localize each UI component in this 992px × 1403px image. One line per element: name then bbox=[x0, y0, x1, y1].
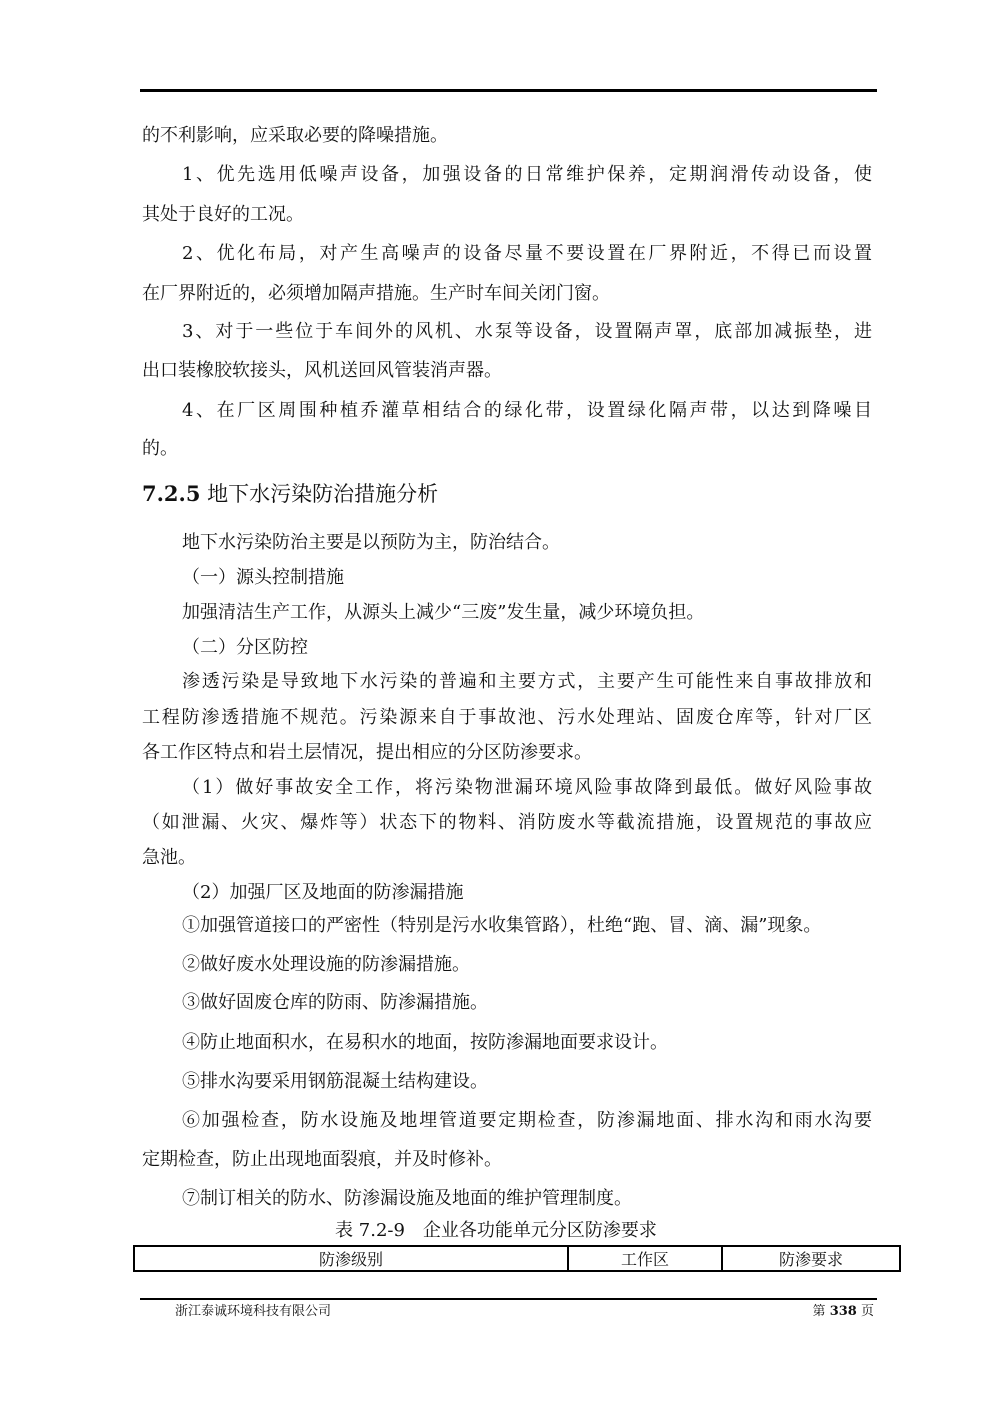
paragraph-line: 加强清洁生产工作，从源头上减少“三废”发生量，减少环境负担。 bbox=[182, 602, 705, 623]
paragraph-line: （如泄漏、火灾、爆炸等）状态下的物料、消防废水等截流措施，设置规范的事故应 bbox=[142, 812, 872, 833]
list-item: ⑤排水沟要采用钢筋混凝土结构建设。 bbox=[182, 1071, 488, 1092]
subheading: （一）源头控制措施 bbox=[182, 567, 344, 588]
page-number: 第 338 页 bbox=[812, 1304, 874, 1319]
paragraph-line: 4、在厂区周围种植乔灌草相结合的绿化带，设置绿化隔声带，以达到降噪目 bbox=[182, 400, 872, 421]
header-cell-requirement: 防渗要求 bbox=[722, 1246, 900, 1271]
list-item: ①加强管道接口的严密性（特别是污水收集管路），杜绝“跑、冒、滴、漏”现象。 bbox=[182, 915, 822, 936]
list-item: 定期检查，防止出现地面裂痕，并及时修补。 bbox=[142, 1149, 502, 1170]
paragraph-line: （1）做好事故安全工作，将污染物泄漏环境风险事故降到最低。做好风险事故 bbox=[182, 777, 872, 798]
table-header-row bbox=[134, 1246, 900, 1271]
paragraph-line: 急池。 bbox=[142, 847, 196, 868]
paragraph-line: 其处于良好的工况。 bbox=[142, 204, 304, 225]
section-heading bbox=[142, 480, 438, 508]
subheading: （二）分区防控 bbox=[182, 637, 308, 658]
footer-company: 浙江泰诚环境科技有限公司 bbox=[175, 1304, 332, 1319]
paragraph-line: 在厂界附近的，必须增加隔声措施。生产时车间关闭门窗。 bbox=[142, 283, 610, 304]
paragraph-line: 渗透污染是导致地下水污染的普遍和主要方式，主要产生可能性来自事故排放和 bbox=[182, 671, 872, 692]
list-item: ⑦制订相关的防水、防渗漏设施及地面的维护管理制度。 bbox=[182, 1188, 632, 1209]
footer-rule bbox=[140, 1298, 877, 1300]
header-rule bbox=[140, 89, 877, 92]
header-cell-level: 防渗级别 bbox=[134, 1246, 568, 1271]
list-item: ⑥加强检查，防水设施及地埋管道要定期检查，防渗漏地面、排水沟和雨水沟要 bbox=[182, 1110, 872, 1131]
list-item: ②做好废水处理设施的防渗漏措施。 bbox=[182, 954, 470, 975]
list-item: ④防止地面积水，在易积水的地面，按防渗漏地面要求设计。 bbox=[182, 1032, 668, 1053]
paragraph-line: 1、优先选用低噪声设备，加强设备的日常维护保养，定期润滑传动设备，使 bbox=[182, 164, 872, 185]
header-cell-area: 工作区 bbox=[568, 1246, 722, 1271]
subheading: （2）加强厂区及地面的防渗漏措施 bbox=[182, 882, 464, 903]
paragraph-line: 地下水污染防治主要是以预防为主，防治结合。 bbox=[182, 532, 560, 553]
section-title: 地下水污染防治措施分析 bbox=[207, 482, 439, 506]
zoning-table bbox=[133, 1245, 901, 1272]
section-number: 7.2.5 bbox=[142, 481, 201, 506]
list-item: ③做好固废仓库的防雨、防渗漏措施。 bbox=[182, 992, 488, 1013]
paragraph-line: 的不利影响，应采取必要的降噪措施。 bbox=[142, 125, 448, 146]
paragraph-line: 的。 bbox=[142, 438, 178, 459]
paragraph-line: 2、优化布局，对产生高噪声的设备尽量不要设置在厂界附近，不得已而设置 bbox=[182, 243, 872, 264]
table-caption: 表 7.2-9 企业各功能单元分区防渗要求 bbox=[335, 1220, 657, 1241]
paragraph-line: 出口装橡胶软接头，风机送回风管装消声器。 bbox=[142, 360, 502, 381]
paragraph-line: 3、对于一些位于车间外的风机、水泵等设备，设置隔声罩，底部加减振垫，进 bbox=[182, 321, 872, 342]
paragraph-line: 工程防渗透措施不规范。污染源来自于事故池、污水处理站、固废仓库等，针对厂区 bbox=[142, 707, 872, 728]
paragraph-line: 各工作区特点和岩土层情况，提出相应的分区防渗要求。 bbox=[142, 742, 592, 763]
